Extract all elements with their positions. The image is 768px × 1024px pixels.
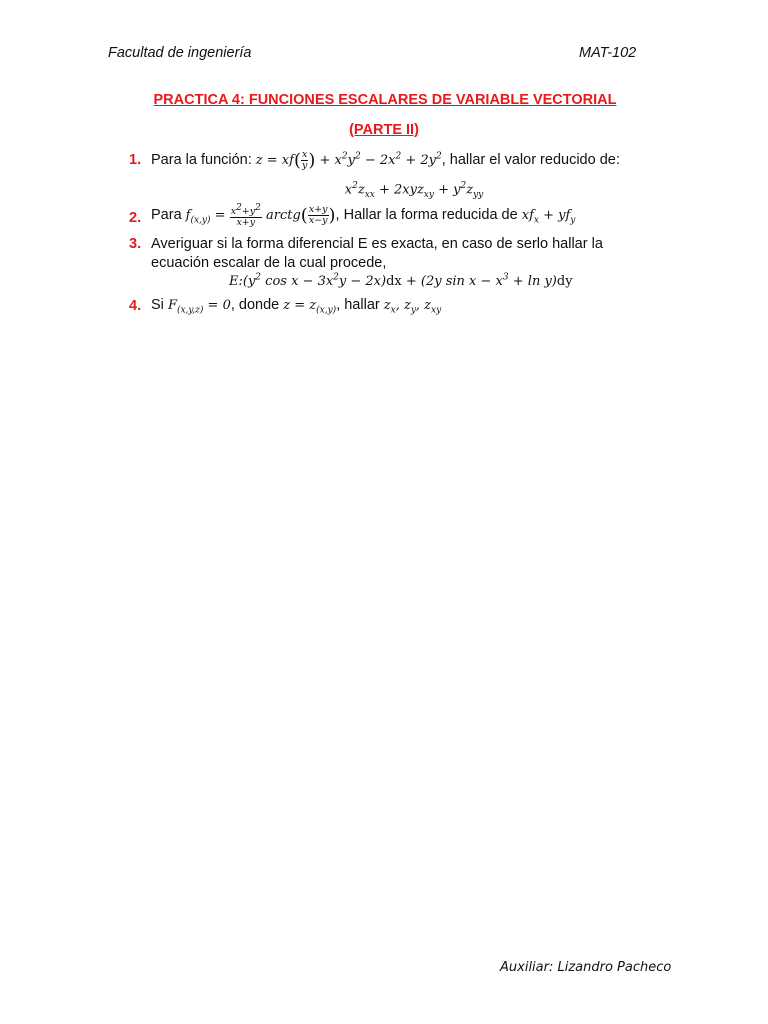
- item-2-number: 2.: [129, 210, 142, 226]
- item-3-line-2: ecuación escalar de la cual procede,: [151, 255, 387, 271]
- item-4-text-mid-1: , donde: [230, 297, 280, 313]
- item-2-function-formula: $f_{(x,y)}$ = $\frac{x^2+y^2}{x+y}$ arctg( $\frac{x+y}{x-y}$ ): [185, 203, 336, 229]
- item-4-text-mid-2: , hallar: [336, 297, 380, 313]
- item-4-text-before: Si: [151, 297, 164, 313]
- item-3-differential-form: $E:(y^2$ $\cos x - 3x^2y - 2x)dx + (2y$ $\sin x - x^3 + \ln y)dy$: [229, 273, 573, 290]
- item-2-expression: $xf_x + yf_y$: [521, 208, 576, 226]
- item-3-line-1: Averiguar si la forma diferencial E es exacta, en caso de serlo hallar la: [151, 236, 603, 252]
- item-1-statement: [151, 150, 620, 171]
- practice-title: PRACTICA 4: FUNCIONES ESCALARES DE VARIABLE VECTORIAL: [153, 92, 617, 108]
- header-course-code: MAT-102: [579, 45, 637, 61]
- item-4-derivatives: $z_x$, $z_y$, $z_{xy}$: [383, 298, 442, 316]
- practice-subtitle: (PARTE II): [349, 122, 419, 138]
- item-2-text-before: Para: [151, 207, 182, 224]
- item-4-number: 4.: [129, 298, 142, 314]
- item-4-implicit-function: $F_{(x,y,z)} = 0$: [167, 298, 231, 316]
- item-4-z-definition: $z = z_{(x,y)}$: [283, 298, 337, 316]
- item-1-function-formula: z = xf( $\frac{x}{y}$ ) + $x^2y^2 - 2x^2 + 2y^2$: [255, 149, 442, 171]
- item-1-text-after: , hallar el valor reducido de:: [441, 152, 620, 168]
- item-1-text-before: Para la función:: [151, 152, 252, 168]
- item-2-text-after: , Hallar la forma reducida de: [335, 207, 518, 224]
- item-1-expression: $x^2z_{xx} + 2xyz_{xy} + y^2z_{yy}$: [344, 181, 484, 200]
- item-1-number: 1.: [129, 152, 142, 168]
- item-3-number: 3.: [129, 236, 142, 252]
- footer-author: Auxiliar: Lizandro Pacheco: [500, 960, 672, 975]
- item-4-statement: [151, 297, 441, 316]
- header-faculty: Facultad de ingeniería: [108, 45, 252, 61]
- item-2-statement: [151, 203, 575, 228]
